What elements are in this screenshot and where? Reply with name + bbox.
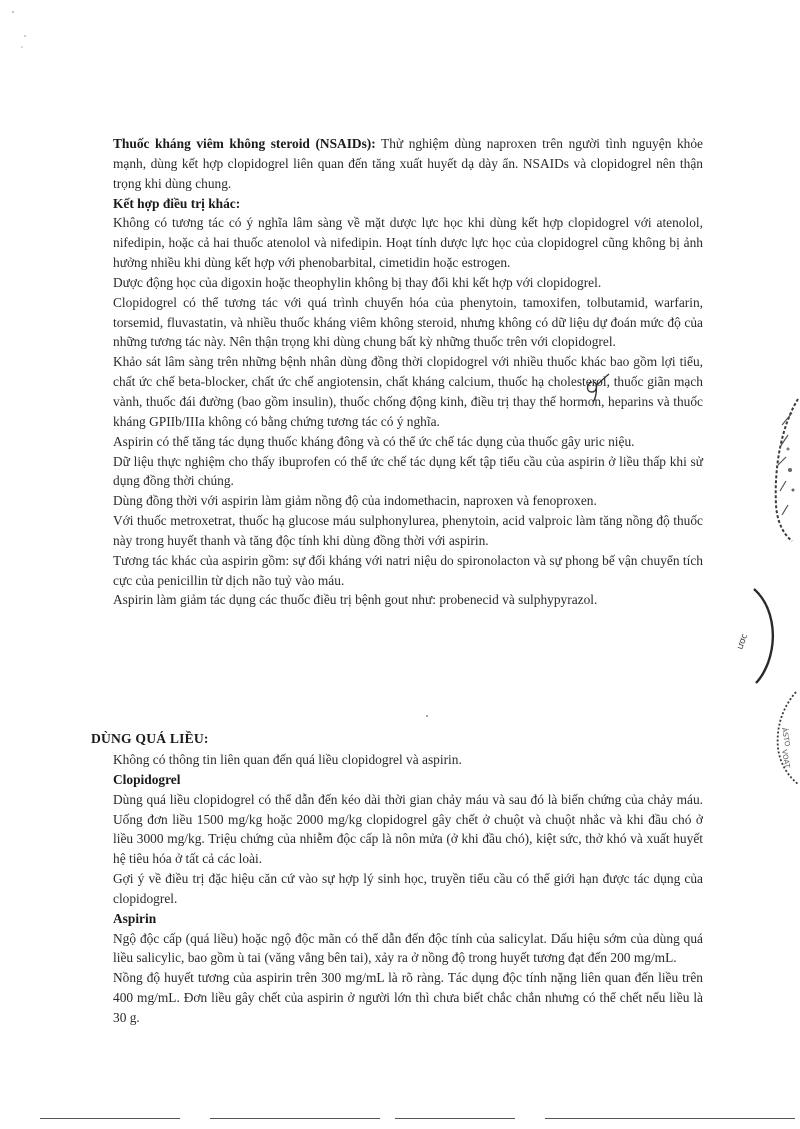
paragraph: [113, 790, 703, 869]
paragraph-text: Không có thông tin liên quan đến quá liều clopidogrel và aspirin.: [113, 752, 462, 767]
stamp-fragment-top: [752, 395, 800, 545]
svg-text:VOAT: VOAT: [780, 748, 792, 769]
paragraph: [113, 551, 703, 591]
paragraph-text: Tương tác khác của aspirin gồm: sự đối kháng với natri niệu do spironolacton và sự phong bế vận chuyển tích cực của penicillin từ dịch não tuỷ vào máu.: [113, 552, 703, 588]
paragraph: [113, 273, 703, 293]
section-title-overdose: DÙNG QUÁ LIỀU:: [91, 731, 209, 746]
paragraph-text: Không có tương tác có ý nghĩa lâm sàng về mặt dược lực học khi dùng kết hợp clopidogrel với atenolol, nifedipin, hoặc cả hai thuốc atenolol và nifedipin. Hoạt tính dược lực học của clopidogrel cũng không bị ảnh hưởng nhiều khi dùng kết hợp với phenobarbital, cimetidin hoặc estrogen.: [113, 215, 703, 271]
stamp-fragment-bottom: [752, 688, 800, 788]
paragraph: [113, 929, 703, 969]
subheading: Clopidogrel: [113, 771, 181, 787]
paragraph: [113, 511, 703, 551]
footer-rule-left: [40, 1118, 180, 1119]
footer-rule-middle: [210, 1118, 380, 1119]
paragraph-lead: Thuốc kháng viêm không steroid (NSAIDs):: [113, 136, 376, 151]
paragraph-text: Khảo sát lâm sàng trên những bệnh nhân dùng đồng thời clopidogrel với nhiều thuốc khác bao gồm lợi tiểu, chất ức chế beta-blocker, chất ức chế angiotensin, chất kháng calcium, thuốc hạ cholesterol, thuốc giãn mạch vành, thuốc đái đường (bao gồm insulin), thuốc chống động kinh, điều trị thay thế hormon, heparins và thuốc kháng GPIIb/IIIa không có bằng chứng tương tác có ý nghĩa.: [113, 354, 703, 429]
paragraph-text: Ngộ độc cấp (quá liều) hoặc ngộ độc mãn có thể dẫn đến độc tính của salicylat. Dấu hiệu sớm của dùng quá liều salicylic, bao gồm ù tai (văng vẳng bên tai), xảy ra ở nồng độ trong huyết tương đạt đến 200 mg/mL.: [113, 930, 703, 966]
paragraph: [113, 293, 703, 353]
scan-specks: [0, 0, 60, 60]
overdose-section: [113, 750, 703, 1028]
paragraph-text: Dùng quá liều clopidogrel có thể dẫn đến kéo dài thời gian chảy máu và sau đó là biến chứng của chảy máu. Uống đơn liều 1500 mg/kg hoặc 2000 mg/kg clopidogrel gây chết ở chuột và chuột nhắc và khi đầu chó ở liều 3000 mg/kg. Triệu chứng của nhiễm độc cấp là nôn mửa (ở khi đầu chó), kiệt sức, thở khó và xuất huyết hệ tiêu hóa ở tất cả các loài.: [113, 791, 703, 867]
footer-rule-middle-2: [395, 1118, 515, 1119]
paragraph: [113, 432, 703, 452]
paragraph: [113, 869, 703, 909]
paragraph-text: Thử nghiệm dùng naproxen trên người tình nguyện khỏe mạnh, dùng kết hợp clopidogrel liên quan đến tăng xuất huyết dạ dày ẩn. NSAIDs và clopidogrel nên thận trọng khi dùng chung.: [113, 136, 703, 191]
paragraph-text: Gợi ý về điều trị đặc hiệu căn cứ vào sự hợp lý sinh học, truyền tiểu cầu có thể giới hạn được tác dụng của clopidogrel.: [113, 871, 703, 906]
svg-text:ÁSTO: ÁSTO: [780, 726, 792, 748]
stamp-fragment-middle: [732, 585, 800, 685]
paragraph-text: Nồng độ huyết tương của aspirin trên 300 mg/mL là rõ ràng. Tác dụng độc tính nặng liên quan đến liều trên 400 mg/mL. Đơn liều gây chết của aspirin ở người lớn thì chưa biết chắc chắn nhưng có thể chết nếu liều là 30 g.: [113, 970, 703, 1025]
scan-dot: [424, 713, 430, 719]
paragraph-text: Aspirin làm giảm tác dụng các thuốc điều trị bệnh gout như: probenecid và sulphypyrazol.: [113, 592, 598, 608]
paragraph-text: Với thuốc metroxetrat, thuốc hạ glucose máu sulphonylurea, phenytoin, acid valproic làm tăng nồng độ thuốc này trong huyết thanh và tăng độc tính khi dùng đồng thời với aspirin.: [113, 513, 703, 548]
paragraph: [113, 968, 703, 1028]
paragraph-text: Clopidogrel có thể tương tác với quá trình chuyển hóa của phenytoin, tamoxifen, tolbutamid, warfarin, torsemid, fluvastatin, và nhiều thuốc kháng viêm không steroid, nhưng không có dữ liệu dự đoán mức độ của những tương tác này. Nên thận trọng khi dùng chung bất kỳ những thuốc trên với clopidogrel.: [113, 294, 703, 350]
subheading: Aspirin: [113, 910, 157, 926]
paragraph: [113, 750, 703, 770]
paragraph: [113, 352, 703, 431]
paragraph-text: Aspirin có thể tăng tác dụng thuốc kháng đông và có thể ức chế tác dụng của thuốc gây uric niệu.: [113, 433, 635, 449]
paragraph: [113, 213, 703, 273]
handwritten-initial-mark: [582, 372, 612, 404]
paragraph-text: Dược động học của digoxin hoặc theophylin không bị thay đổi khi kết hợp với clopidogrel.: [113, 274, 602, 290]
footer-rule-right: [545, 1118, 795, 1119]
subheading: Kết hợp điều trị khác:: [113, 195, 241, 211]
paragraph-text: Dùng đồng thời với aspirin làm giảm nồng độ của indomethacin, naproxen và fenoproxen.: [113, 493, 597, 509]
paragraph: [113, 134, 703, 194]
paragraph: [113, 590, 703, 610]
paragraph-text: Dữ liệu thực nghiệm cho thấy ibuprofen có thể ức chế tác dụng kết tập tiểu cầu của aspirin ở liều thấp khi sử dụng đồng thời chúng.: [113, 453, 703, 489]
paragraph: [113, 452, 703, 492]
paragraph: [113, 491, 703, 511]
svg-text:ươc: ươc: [735, 632, 751, 652]
interactions-section: [113, 134, 703, 610]
